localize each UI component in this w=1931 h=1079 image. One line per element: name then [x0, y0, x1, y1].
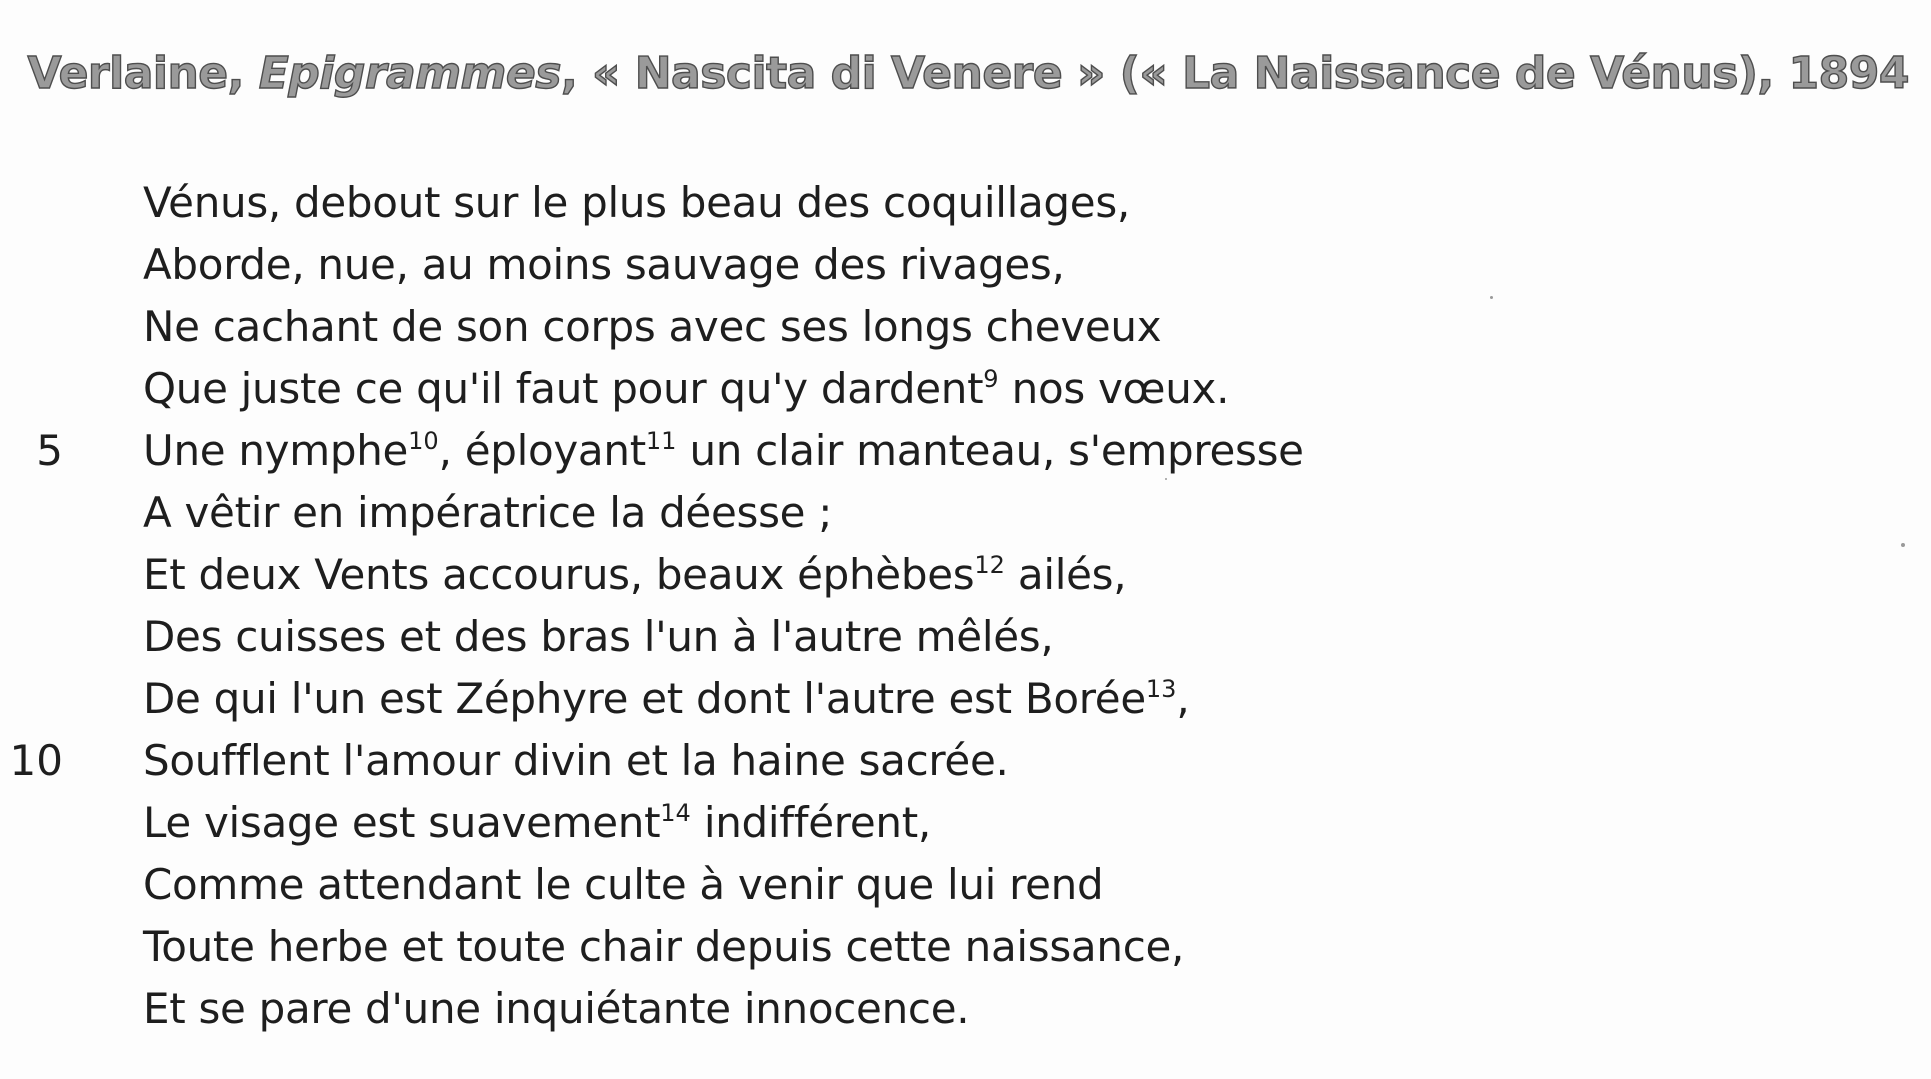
- scan-speck: [1165, 478, 1167, 480]
- verse-text: [143, 358, 1229, 420]
- verse-segment: De qui l'un est Zéphyre et dont l'autre est Borée: [143, 674, 1146, 723]
- verse-segment: Le visage est suavement: [143, 798, 661, 847]
- line-number: 5: [36, 426, 63, 475]
- footnote-marker: 9: [983, 365, 999, 393]
- verse-text: Aborde, nue, au moins sauvage des rivages,: [143, 240, 1065, 289]
- verse-text: Toute herbe et toute chair depuis cette naissance,: [143, 922, 1185, 971]
- verse-text: Et se pare d'une inquiétante innocence.: [143, 984, 970, 1033]
- footnote-marker: 12: [974, 551, 1005, 579]
- verse-segment: , éployant: [438, 426, 646, 475]
- verse-segment: Que juste ce qu'il faut pour qu'y dardent: [143, 364, 984, 413]
- verse-text: Vénus, debout sur le plus beau des coquillages,: [143, 178, 1130, 227]
- footnote-marker: 14: [660, 799, 691, 827]
- verse-segment: Une nymphe: [143, 426, 409, 475]
- poem-heading: [0, 48, 1909, 99]
- verse-segment: Et deux Vents accourus, beaux éphèbes: [143, 550, 975, 599]
- scan-speck: [1901, 543, 1905, 547]
- verse-segment: ,: [1176, 674, 1190, 723]
- verse-text: [143, 420, 1304, 482]
- verse-segment: indifférent,: [690, 798, 931, 847]
- author-name: Verlaine,: [27, 48, 259, 99]
- verse-text: Des cuisses et des bras l'un à l'autre mêlés,: [143, 612, 1054, 661]
- verse-text: Ne cachant de son corps avec ses longs cheveux: [143, 302, 1162, 351]
- poem-title-and-year: , « Nascita di Venere » (« La Naissance de Vénus), 1894: [560, 48, 1909, 99]
- line-number: 10: [9, 736, 63, 785]
- footnote-marker: 11: [645, 427, 677, 455]
- verse-segment: ailés,: [1004, 550, 1127, 599]
- scan-speck: [1490, 296, 1493, 299]
- verse-text: [143, 544, 1126, 606]
- verse-segment: un clair manteau, s'empresse: [676, 426, 1304, 475]
- verse-text: Soufflent l'amour divin et la haine sacrée.: [143, 736, 1009, 785]
- verse-text: Comme attendant le culte à venir que lui rend: [143, 860, 1104, 909]
- footnote-marker: 10: [408, 427, 439, 455]
- verse-text: [143, 668, 1189, 730]
- verse-text: [143, 792, 931, 854]
- footnote-marker: 13: [1145, 675, 1177, 703]
- collection-title: Epigrammes: [258, 48, 561, 99]
- verse-segment: nos vœux.: [998, 364, 1230, 413]
- verse-text: A vêtir en impératrice la déesse ;: [143, 488, 833, 537]
